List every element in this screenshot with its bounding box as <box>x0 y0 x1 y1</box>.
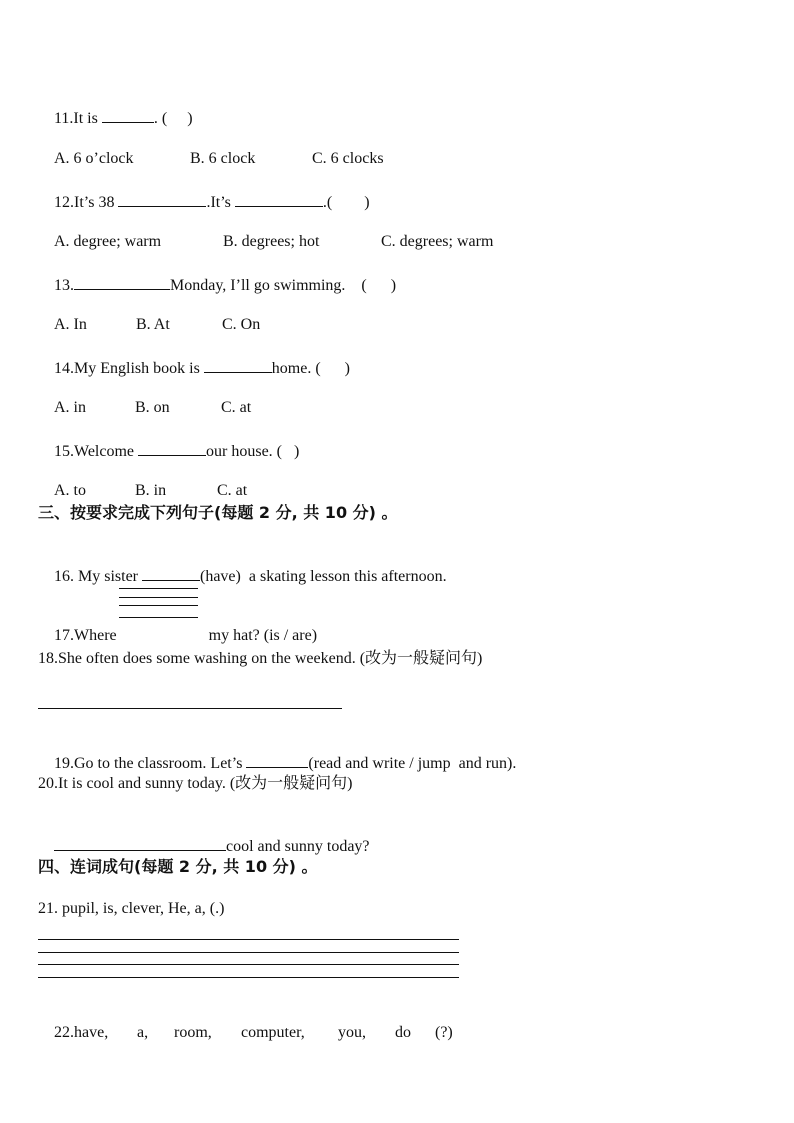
q21-answer-line[interactable] <box>38 939 459 940</box>
q15-option-b[interactable]: B. in <box>135 482 167 499</box>
q17-prompt-start: 17.Where <box>54 627 121 644</box>
q14-prompt-end: home. ( ) <box>271 360 350 377</box>
q15-prompt-start: 15.Welcome <box>54 443 139 460</box>
q17-answer-line <box>119 605 198 606</box>
q17-answer-line <box>119 617 198 618</box>
question-22 <box>38 1003 453 1063</box>
q18-answer-line[interactable] <box>38 708 342 709</box>
q22-word: do <box>395 1024 411 1041</box>
q13-answer-blank[interactable] <box>74 274 170 290</box>
q20-answer-blank[interactable] <box>54 835 226 851</box>
q21-answer-line[interactable] <box>38 964 459 965</box>
q17-prompt-end: my hat? (is / are) <box>208 627 318 644</box>
q22-word: 22.have, <box>54 1024 109 1041</box>
q14-option-b[interactable]: B. on <box>135 399 170 416</box>
q14-option-c[interactable]: C. at <box>221 399 252 416</box>
q12-option-a[interactable]: A. degree; warm <box>54 233 162 250</box>
q22-word: room, <box>174 1024 212 1041</box>
q13-option-c[interactable]: C. On <box>222 316 261 333</box>
q17-answer-line <box>119 588 198 589</box>
q11-option-b[interactable]: B. 6 clock <box>190 150 256 167</box>
q11-prompt-end: . ( ) <box>153 110 193 127</box>
q22-word: (?) <box>435 1024 453 1041</box>
question-20: 20.It is cool and sunny today. (改为一般疑问句) <box>38 775 353 792</box>
q17-answer-line <box>119 597 198 598</box>
q14-prompt-start: 14.My English book is <box>54 360 204 377</box>
q12-prompt-end: .( ) <box>322 194 370 211</box>
q20-answer-suffix: cool and sunny today? <box>226 838 370 855</box>
q15-option-a[interactable]: A. to <box>54 482 86 499</box>
q14-option-a[interactable]: A. in <box>54 399 86 416</box>
q22-word: you, <box>338 1024 366 1041</box>
q12-answer-blank-1[interactable] <box>118 191 206 207</box>
q11-prompt-start: 11.It is <box>54 110 102 127</box>
q12-answer-blank-2[interactable] <box>235 191 323 207</box>
q12-option-b[interactable]: B. degrees; hot <box>223 233 320 250</box>
q12-option-c[interactable]: C. degrees; warm <box>381 233 494 250</box>
q13-prompt-end: Monday, I’ll go swimming. ( ) <box>170 277 397 294</box>
q19-answer-blank[interactable] <box>246 752 308 768</box>
q21-answer-line[interactable] <box>38 977 459 978</box>
q16-prompt-start: 16. My sister <box>54 568 142 585</box>
question-21: 21. pupil, is, clever, He, a, (.) <box>38 900 225 917</box>
q15-answer-blank[interactable] <box>138 440 206 456</box>
q16-prompt-end: (have) a skating lesson this afternoon. <box>200 568 447 585</box>
q12-prompt-mid: .It’s <box>206 194 235 211</box>
section-4-heading: 四、连词成句(每题 2 分, 共 10 分) 。 <box>38 857 318 876</box>
q19-prompt-end: (read and write / jump and run). <box>308 755 517 772</box>
q13-prompt-start: 13. <box>54 277 74 294</box>
question-16 <box>38 545 447 607</box>
q15-prompt-end: our house. ( ) <box>206 443 300 460</box>
q13-option-a[interactable]: A. In <box>54 316 87 333</box>
q19-prompt-start: 19.Go to the classroom. Let’s <box>54 755 247 772</box>
q16-answer-blank[interactable] <box>142 565 200 581</box>
q11-answer-blank[interactable] <box>102 107 154 123</box>
q13-option-b[interactable]: B. At <box>136 316 170 333</box>
q22-word: a, <box>137 1024 149 1041</box>
q21-answer-line[interactable] <box>38 952 459 953</box>
q11-option-a[interactable]: A. 6 o’clock <box>54 150 134 167</box>
question-18: 18.She often does some washing on the weekend. (改为一般疑问句) <box>38 650 483 667</box>
section-3-heading: 三、按要求完成下列句子(每题 2 分, 共 10 分) 。 <box>38 503 398 522</box>
q15-option-c[interactable]: C. at <box>217 482 248 499</box>
q22-word: computer, <box>241 1024 305 1041</box>
q11-option-c[interactable]: C. 6 clocks <box>312 150 384 167</box>
q14-answer-blank[interactable] <box>204 357 272 373</box>
q12-prompt-start: 12.It’s 38 <box>54 194 119 211</box>
